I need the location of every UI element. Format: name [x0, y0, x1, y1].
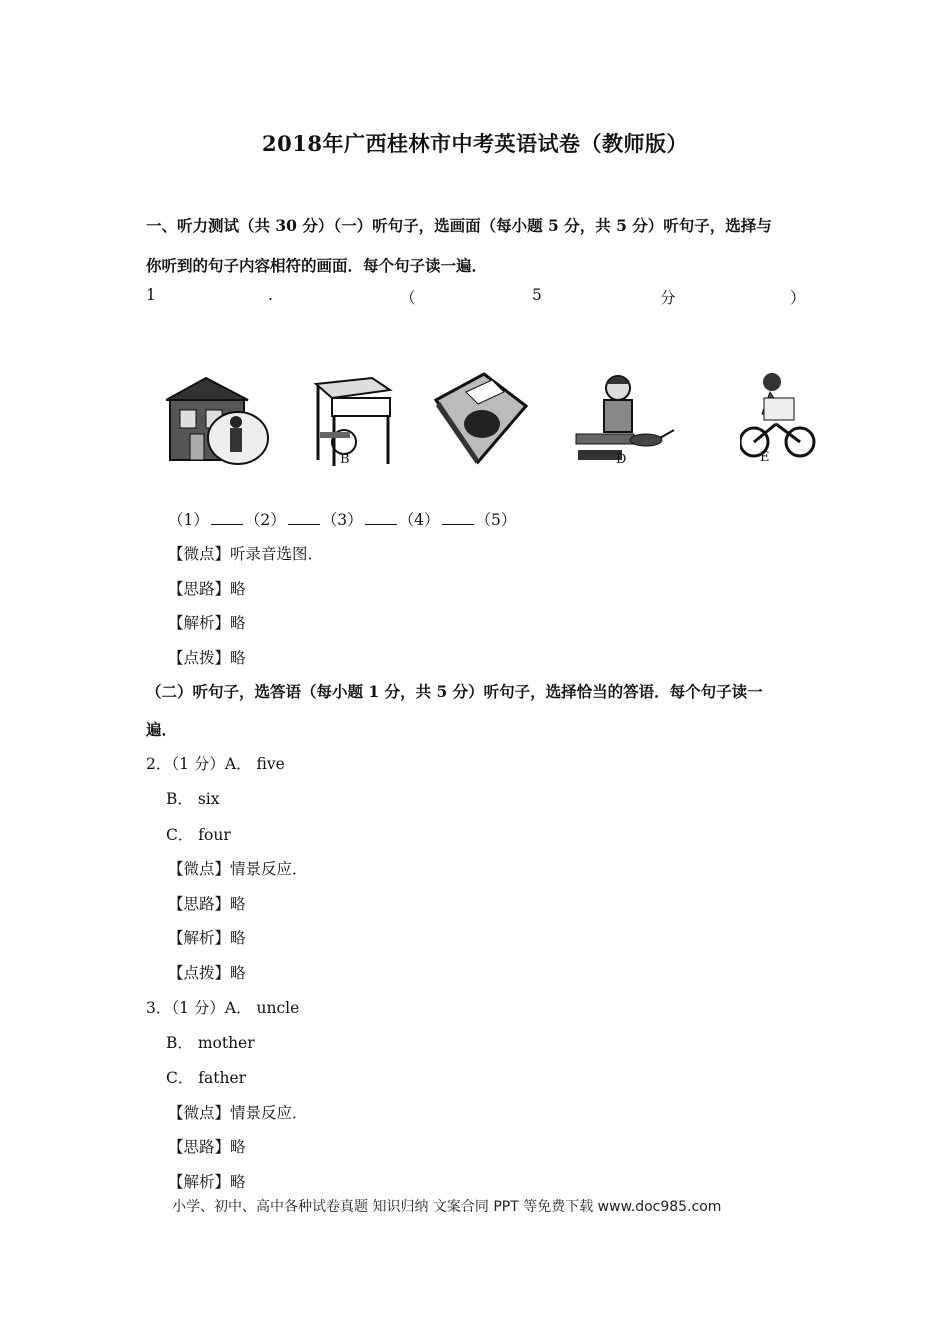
answer-slot-5-label: （5）	[475, 511, 517, 529]
q3-option-c: C． father	[166, 1069, 247, 1087]
q3-jiexi: 【解析】略	[168, 1173, 246, 1191]
answer-blank-2[interactable]	[288, 510, 320, 525]
q3-weidian: 【微点】情景反应．	[168, 1104, 308, 1122]
picture-house-policeman	[166, 370, 270, 470]
book-icon	[432, 370, 528, 470]
picture-boy-cooking	[574, 370, 680, 470]
question-dot: .	[268, 286, 273, 304]
house-icon	[166, 370, 270, 470]
answer-blank-3[interactable]	[365, 510, 397, 525]
answer-blank-4[interactable]	[442, 510, 474, 525]
q1-weidian: 【微点】听录音选图．	[168, 545, 324, 563]
answer-slot-3-label: （3）	[321, 511, 363, 529]
boy-cooking-icon	[574, 370, 680, 470]
answer-slots-row	[168, 508, 516, 530]
page-footer: 小学、初中、高中各种试卷真题 知识归纳 文案合同 PPT 等免费下载 www.doc985.com	[172, 1199, 722, 1215]
section2-heading-line1: （二）听句子，选答语（每小题 1 分，共 5 分）听句子，选择恰当的答语．每个句子读一	[146, 682, 763, 701]
desk-icon	[310, 370, 394, 470]
answer-blank-1[interactable]	[211, 510, 243, 525]
score-unit: 分	[660, 289, 676, 307]
answer-slot-1-label: （1）	[168, 511, 209, 529]
score-open-paren: （	[400, 289, 416, 307]
section2-heading-line2: 遍．	[146, 720, 178, 739]
picture-label-d: D	[616, 452, 627, 467]
section1-heading-line2: 你听到的句子内容相符的画面．每个句子读一遍．	[146, 256, 488, 275]
score-close-paren: ）	[790, 289, 806, 307]
document-title: 2018年广西桂林市中考英语试卷（教师版）	[262, 131, 688, 156]
q1-dianbo: 【点拨】略	[168, 649, 246, 667]
q2-stem: 2．（1 分）A． five	[146, 755, 285, 773]
q1-silu: 【思路】略	[168, 580, 246, 598]
q2-weidian: 【微点】情景反应．	[168, 860, 308, 878]
picture-cyclist	[740, 370, 816, 470]
q2-silu: 【思路】略	[168, 895, 246, 913]
section1-heading-line1: 一、听力测试（共 30 分）（一）听句子，选画面（每小题 5 分，共 5 分）听句子，选择与	[146, 216, 772, 235]
q1-jiexi: 【解析】略	[168, 614, 246, 632]
score-value: 5	[532, 286, 542, 304]
q2-jiexi: 【解析】略	[168, 929, 246, 947]
q3-silu: 【思路】略	[168, 1138, 246, 1156]
cyclist-icon	[740, 370, 816, 470]
question-number: 1	[146, 286, 156, 304]
picture-label-b: B	[340, 452, 350, 467]
q2-dianbo: 【点拨】略	[168, 964, 246, 982]
q2-option-b: B． six	[166, 790, 220, 808]
q3-option-b: B． mother	[166, 1034, 255, 1052]
picture-desk	[310, 370, 394, 470]
picture-label-e: E	[760, 450, 770, 465]
answer-slot-4-label: （4）	[398, 511, 440, 529]
q3-stem: 3．（1 分）A． uncle	[146, 999, 300, 1017]
answer-slot-2-label: （2）	[244, 511, 286, 529]
q2-option-c: C． four	[166, 826, 231, 844]
picture-book	[432, 370, 528, 470]
